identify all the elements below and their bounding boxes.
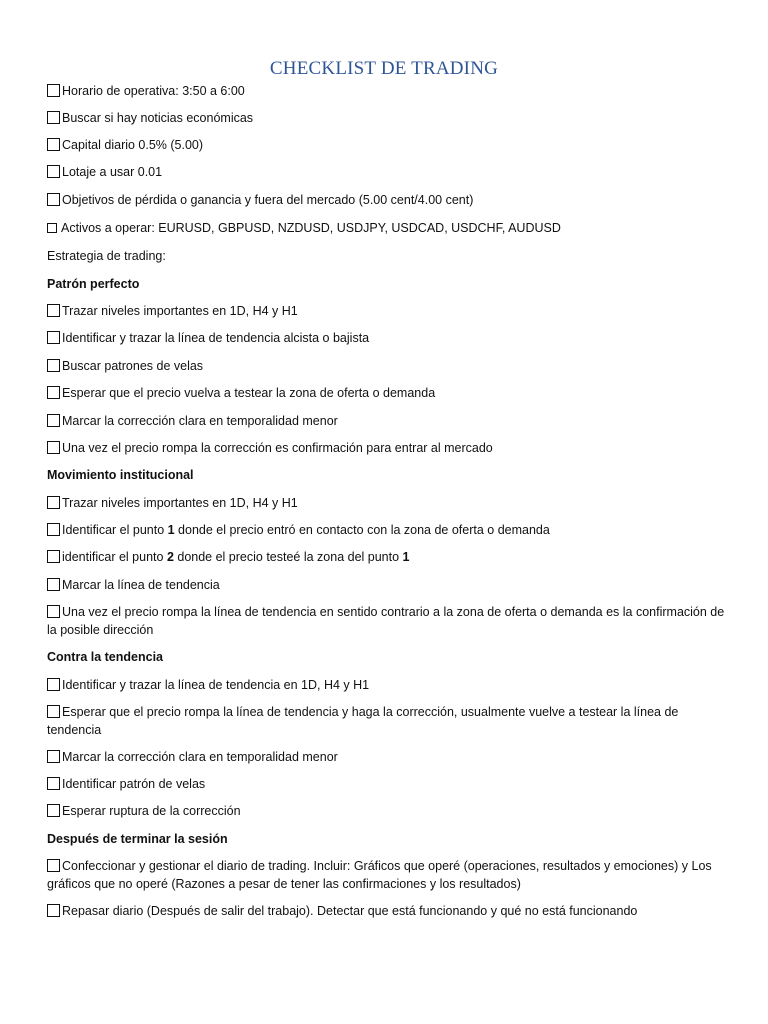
checklist-item: Esperar que el precio rompa la línea de tendencia y haga la corrección, usualmente vuelve a testear la línea de tendencia (47, 705, 679, 737)
checkbox-icon[interactable] (47, 904, 60, 917)
checklist-item: Confeccionar y gestionar el diario de trading. Incluir: Gráficos que operé (operaciones, resultados y emociones) y Los gráficos que no operé (Razones a pesar de tener las confirmaciones y los resultados) (47, 859, 712, 891)
section-heading: Patrón perfecto (47, 277, 140, 291)
checklist-item: identificar el punto 2 donde el precio testeé la zona del punto 1 (47, 548, 727, 566)
checklist-item: Objetivos de pérdida o ganancia y fuera del mercado (5.00 cent/4.00 cent) (47, 191, 727, 209)
section-heading: Contra la tendencia (47, 650, 163, 664)
checkbox-icon[interactable] (47, 750, 60, 763)
checklist-item: Identificar y trazar la línea de tendencia en 1D, H4 y H1 (47, 676, 727, 694)
document-title: CHECKLIST DE TRADING (269, 58, 499, 79)
checklist-item: Marcar la línea de tendencia (47, 576, 727, 594)
checklist-item: Esperar ruptura de la corrección (47, 802, 727, 820)
checklist-item: Marcar la corrección clara en temporalidad menor (47, 412, 727, 430)
checklist-item: Trazar niveles importantes en 1D, H4 y H1 (47, 494, 727, 512)
checklist-item: Identificar patrón de velas (47, 775, 727, 793)
checkbox-icon[interactable] (47, 165, 60, 178)
checkbox-icon[interactable] (47, 111, 60, 124)
checkbox-icon[interactable] (47, 605, 60, 618)
section-heading: Movimiento institucional (47, 468, 194, 482)
checkbox-icon[interactable] (47, 678, 60, 691)
checkbox-icon[interactable] (47, 84, 60, 97)
checklist-item: Capital diario 0.5% (5.00) (47, 136, 727, 154)
checklist-item: Repasar diario (Después de salir del trabajo). Detectar que está funcionando y qué no está funcionando (47, 902, 727, 920)
checklist-item: Activos a operar: EURUSD, GBPUSD, NZDUSD, USDJPY, USDCAD, USDCHF, AUDUSD (47, 219, 727, 237)
checklist-item: Identificar el punto 1 donde el precio entró en contacto con la zona de oferta o demanda (47, 521, 727, 539)
checkbox-icon[interactable] (47, 496, 60, 509)
checkbox-icon[interactable] (47, 550, 60, 563)
checkbox-icon[interactable] (47, 804, 60, 817)
section-heading: Después de terminar la sesión (47, 832, 228, 846)
checklist-item: Lotaje a usar 0.01 (47, 163, 727, 181)
checkbox-icon[interactable] (47, 414, 60, 427)
checkbox-icon[interactable] (47, 777, 60, 790)
checklist-item: Identificar y trazar la línea de tendencia alcista o bajista (47, 329, 727, 347)
checkbox-icon[interactable] (47, 138, 60, 151)
checkbox-icon[interactable] (47, 386, 60, 399)
checklist-item: Buscar patrones de velas (47, 357, 727, 375)
checkbox-icon[interactable] (47, 859, 60, 872)
checkbox-icon[interactable] (47, 705, 60, 718)
checklist-item: Una vez el precio rompa la corrección es confirmación para entrar al mercado (47, 439, 727, 457)
strategy-label: Estrategia de trading: (47, 249, 166, 263)
checkbox-icon[interactable] (47, 523, 60, 536)
checklist-item: Una vez el precio rompa la línea de tendencia en sentido contrario a la zona de oferta o demanda es la confirmación de la posible dirección (47, 605, 725, 637)
checklist-item: Marcar la corrección clara en temporalidad menor (47, 748, 727, 766)
checklist-item: Buscar si hay noticias económicas (47, 109, 727, 127)
checkbox-icon[interactable] (47, 193, 60, 206)
checkbox-icon[interactable] (47, 304, 60, 317)
checkbox-icon[interactable] (47, 331, 60, 344)
checkbox-icon[interactable] (47, 578, 60, 591)
checklist-item: Esperar que el precio vuelva a testear la zona de oferta o demanda (47, 384, 727, 402)
checklist-item: Trazar niveles importantes en 1D, H4 y H1 (47, 302, 727, 320)
checklist-item: Horario de operativa: 3:50 a 6:00 (47, 82, 727, 100)
checkbox-icon[interactable] (47, 359, 60, 372)
checkbox-icon[interactable] (47, 441, 60, 454)
checkbox-icon[interactable] (47, 223, 57, 233)
